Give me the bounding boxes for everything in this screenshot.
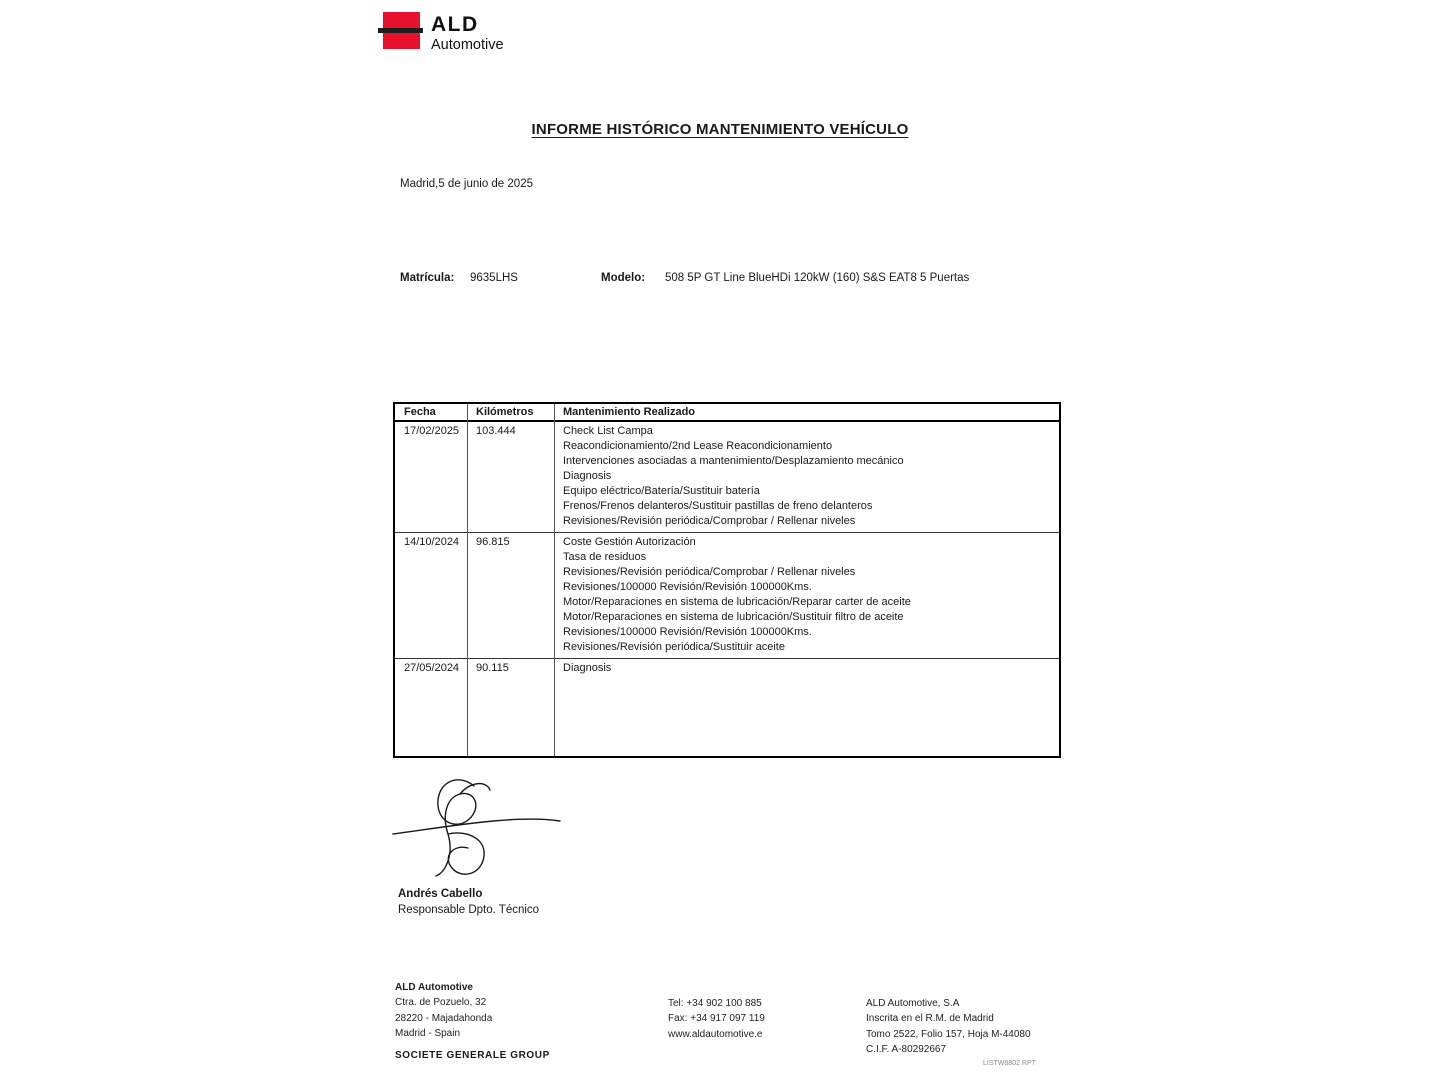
ald-logo-text	[431, 13, 504, 54]
header-mantenimiento: Mantenimiento Realizado	[563, 406, 696, 418]
footer-legal-tomo: Tomo 2522, Folio 157, Hoja M-44080	[866, 1028, 1031, 1040]
table-column-divider	[554, 404, 555, 756]
date-line: Madrid,5 de junio de 2025	[400, 178, 533, 190]
matricula-label: Matrícula:	[400, 272, 455, 284]
maintenance-item: Intervenciones asociadas a mantenimiento/Desplazamiento mecánico	[563, 455, 904, 467]
maintenance-item: Frenos/Frenos delanteros/Sustituir pastillas de freno delanteros	[563, 500, 873, 512]
document-reference: LISTW8802 RPT	[983, 1060, 1036, 1067]
footer-legal-cif: C.I.F. A-80292667	[866, 1043, 947, 1055]
footer-fax: Fax: +34 917 097 119	[668, 1013, 765, 1025]
maintenance-table	[393, 402, 1061, 758]
footer-company-block	[395, 980, 492, 1041]
footer-contact-block	[668, 996, 765, 1042]
maintenance-item: Revisiones/100000 Revisión/Revisión 100000Kms.	[563, 581, 812, 593]
page-title: INFORME HISTÓRICO MANTENIMIENTO VEHÍCULO	[531, 121, 909, 138]
maintenance-item: Revisiones/100000 Revisión/Revisión 100000Kms.	[563, 626, 812, 638]
header-kilometros: Kilómetros	[476, 406, 534, 418]
maintenance-item: Revisiones/Revisión periódica/Comprobar / Rellenar niveles	[563, 515, 856, 527]
maintenance-item: Diagnosis	[563, 470, 612, 482]
row-items	[554, 424, 1059, 529]
header-fecha: Fecha	[404, 406, 436, 418]
maintenance-item: Diagnosis	[563, 662, 612, 674]
table-column-divider	[467, 404, 468, 756]
footer-legal-registry: Inscrita en el R.M. de Madrid	[866, 1013, 994, 1025]
ald-logo	[383, 12, 603, 64]
row-items	[554, 535, 1059, 655]
signer-name: Andrés Cabello	[398, 888, 483, 900]
footer-website[interactable]: www.aldautomotive.e	[668, 1028, 763, 1040]
modelo-value: 508 5P GT Line BlueHDi 120kW (160) S&S EAT8 5 Puertas	[665, 272, 970, 284]
maintenance-item: Revisiones/Revisión periódica/Sustituir aceite	[563, 641, 785, 653]
maintenance-item: Revisiones/Revisión periódica/Comprobar / Rellenar niveles	[563, 566, 856, 578]
footer-company-address3: Madrid - Spain	[395, 1027, 461, 1039]
table-row-group	[395, 658, 1059, 679]
maintenance-item: Equipo eléctrico/Batería/Sustituir batería	[563, 485, 760, 497]
logo-ald-label: ALD	[431, 13, 479, 36]
row-fecha: 14/10/2024	[404, 536, 460, 548]
footer-legal-name: ALD Automotive, S.A	[866, 998, 960, 1009]
maintenance-item: Motor/Reparaciones en sistema de lubricación/Reparar carter de aceite	[563, 596, 911, 608]
row-items	[554, 661, 1059, 676]
maintenance-item: Coste Gestión Autorización	[563, 536, 696, 548]
footer-tel: Tel: +34 902 100 885	[668, 998, 762, 1009]
row-kilometros: 96.815	[476, 536, 510, 548]
maintenance-item: Reacondicionamiento/2nd Lease Reacondicionamiento	[563, 440, 833, 452]
row-kilometros: 90.115	[476, 662, 509, 674]
matricula-value: 9635LHS	[470, 272, 518, 284]
footer-company-address1: Ctra. de Pozuelo, 32	[395, 997, 487, 1009]
maintenance-item: Motor/Reparaciones en sistema de lubricación/Sustituir filtro de aceite	[563, 611, 904, 623]
modelo-label: Modelo:	[601, 272, 646, 284]
table-row-group	[395, 532, 1059, 658]
row-fecha: 27/05/2024	[404, 662, 460, 674]
logo-automotive-label: Automotive	[431, 37, 504, 53]
signer-role: Responsable Dpto. Técnico	[398, 904, 540, 916]
footer-group-name: SOCIETE GENERALE GROUP	[395, 1050, 550, 1061]
ald-logo-bar	[378, 28, 423, 33]
maintenance-item: Tasa de residuos	[563, 551, 647, 563]
row-kilometros: 103.444	[476, 425, 516, 437]
signature-image	[390, 772, 568, 890]
ald-logo-mark	[383, 12, 420, 49]
footer-legal-block	[866, 996, 1031, 1057]
maintenance-table-body	[395, 422, 1059, 679]
table-header-row	[395, 404, 1059, 422]
maintenance-item: Check List Campa	[563, 425, 653, 437]
footer-company-address2: 28220 - Majadahonda	[395, 1012, 493, 1024]
row-fecha: 17/02/2025	[404, 425, 460, 437]
table-row-group	[395, 422, 1059, 532]
footer-company-name: ALD Automotive	[395, 982, 473, 993]
